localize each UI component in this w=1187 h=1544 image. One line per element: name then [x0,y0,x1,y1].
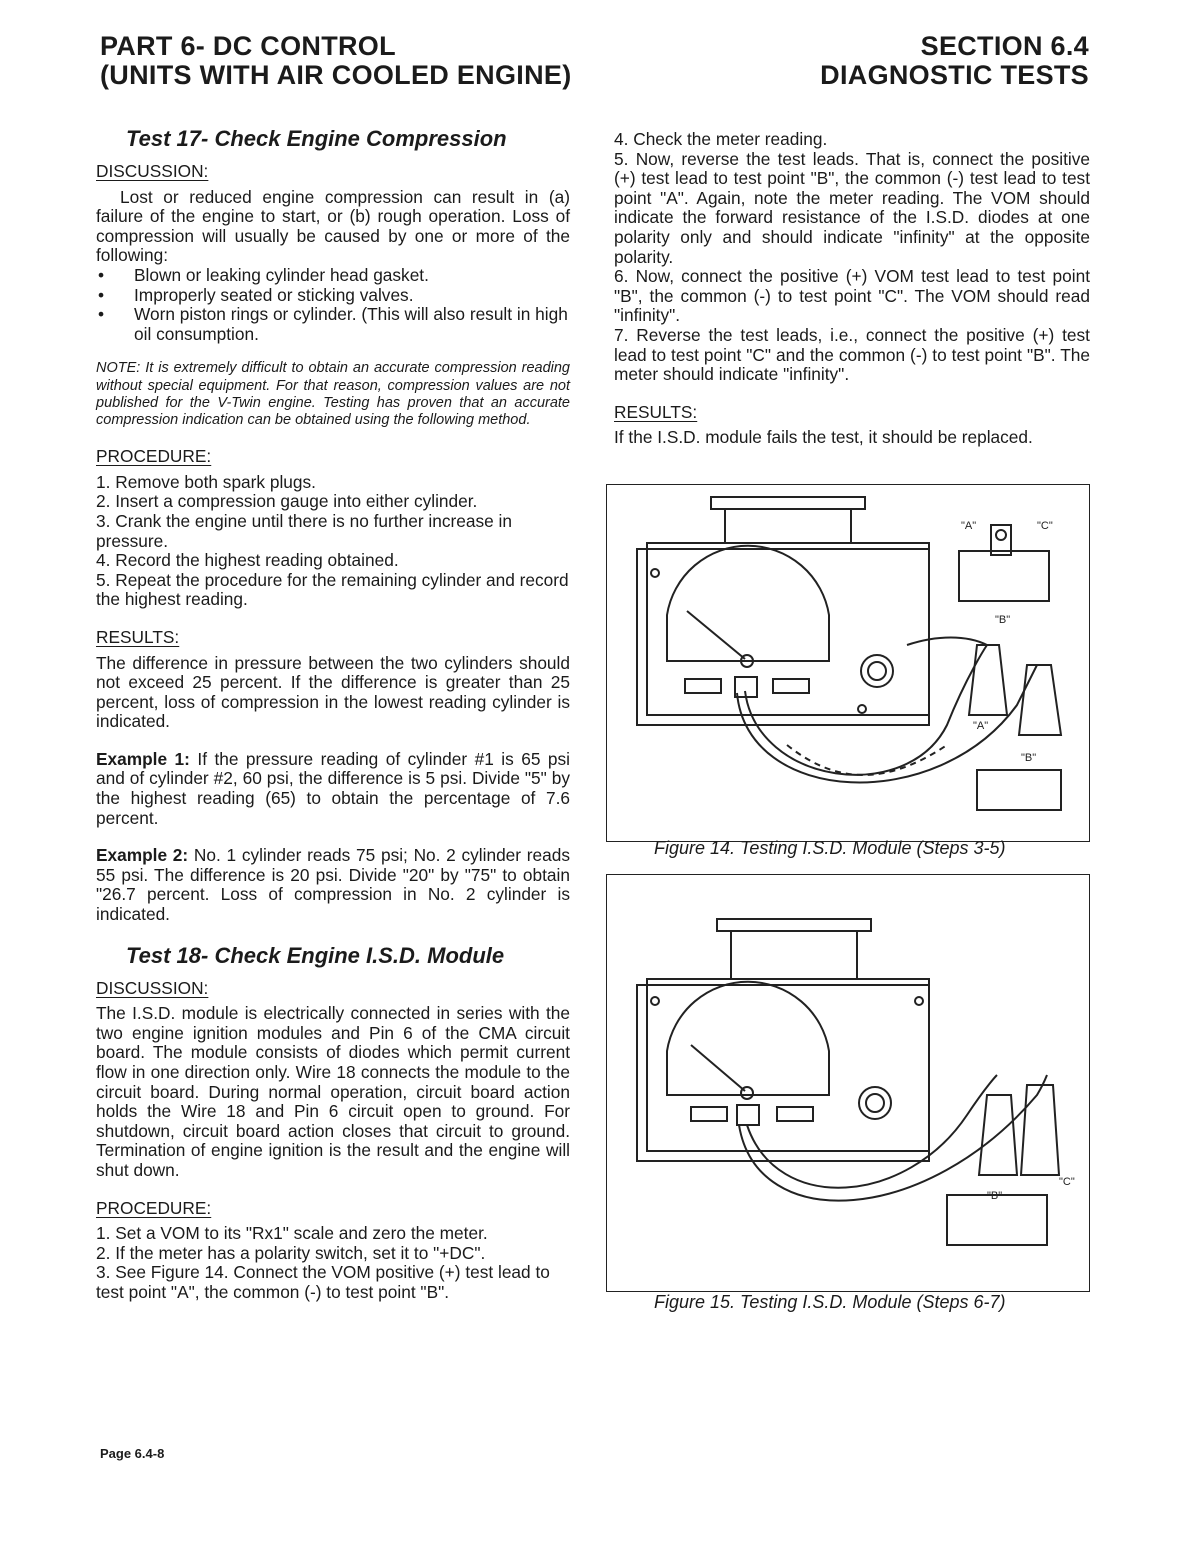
example-1 [96,750,570,828]
fig15-label-b: "B" [987,1190,1003,1202]
page-number: Page 6.4-8 [100,1446,165,1461]
fig14-label-a-probe: "A" [973,720,989,732]
procedure-step: 5. Repeat the procedure for the remaining cylinder and record the highest reading. [96,569,569,610]
test17-results-text: The difference in pressure between the two cylinders should not exceed 25 percent. If the difference is greater than 25 percent, loss of compression in the lowest reading cylinder is indicated. [96,652,570,732]
fig14-label-a: "A" [961,520,977,532]
test17-discussion-text: Lost or reduced engine compression can result in (a) failure of the engine to start, or (b) rough operation. Loss of compression will usually be caused by one or more of the following: [96,186,570,266]
example-2-text: No. 1 cylinder reads 75 psi; No. 2 cylinder reads 55 psi. The difference is 20 psi. Divide "20" by "75" to obtain "26.7 percent. Loss of compression in No. 2 cylinder is indicated. [96,845,570,925]
test18-procedure-label: PROCEDURE: [96,1197,212,1218]
bullet-item: • Worn piston rings or cylinder. (This will also result in high oil consumption. [96,305,570,344]
part-title-line2: (UNITS WITH AIR COOLED ENGINE) [100,60,572,90]
procedure-step: 7. Reverse the test leads, i.e., connect the positive (+) test lead to test point "C" and the common (-) to test point "B". The meter should indicate "infinity". [614,324,1090,385]
section-title-line1: SECTION 6.4 [920,31,1089,61]
test18-discussion-label: DISCUSSION: [96,977,209,998]
test17-title: Test 17- Check Engine Compression [126,126,507,151]
figure-15-illustration [607,875,1089,1291]
right-column [614,130,1090,448]
bullet-item: • Improperly seated or sticking valves. [96,286,570,306]
fig14-label-b-probe: "B" [1021,752,1037,764]
example-1-text: If the pressure reading of cylinder #1 is 65 psi and of cylinder #2, 60 psi, the difference is 5 psi. Divide "5" by the highest reading (65) to obtain the percentage of 7.6 percent. [96,748,571,828]
procedure-step: 2. Insert a compression gauge into either cylinder. [96,491,478,512]
test17-results-label: RESULTS: [96,626,180,647]
procedure-step: 3. Crank the engine until there is no further increase in pressure. [96,510,512,551]
example-2-label: Example 2: [96,845,189,866]
section-title [820,32,1089,90]
test17-bullet-list [96,266,570,344]
part-title [100,32,571,90]
test18-results-text: If the I.S.D. module fails the test, it should be replaced. [614,427,1033,448]
figure-15 [606,874,1090,1292]
left-column [96,126,570,1303]
test17-discussion-label: DISCUSSION: [96,161,209,181]
test18-title: Test 18- Check Engine I.S.D. Module [126,942,505,968]
procedure-step: 1. Set a VOM to its "Rx1" scale and zero the meter. [96,1223,488,1244]
example-2 [96,846,570,924]
bullet-item: • Blown or leaking cylinder head gasket. [96,266,570,286]
test18-procedure-list [96,1224,570,1302]
test18-procedure-continued [614,130,1090,385]
procedure-step: 5. Now, reverse the test leads. That is, connect the positive (+) test lead to test point "B", the common (-) test lead to test point "A". Again, note the meter reading. The VOM should indicate the forward resistance of the I.S.D. diodes at one polarity only and should indicate "infinity" at the opposite polarity. [614,148,1090,267]
procedure-step: 4. Check the meter reading. [614,129,828,149]
test17-procedure-label: PROCEDURE: [96,446,212,467]
test17-procedure-list [96,473,570,610]
figure-14-illustration [607,485,1089,841]
test18-results-label: RESULTS: [614,401,698,422]
fig15-label-c: "C" [1059,1176,1075,1188]
figure-14 [606,484,1090,842]
test18-discussion-text: The I.S.D. module is electrically connected in series with the two engine ignition modules and Pin 6 of the CMA circuit board. The module consists of diodes which permit current flow in one direction only. Wire 18 connects the module to the circuit board. During normal operation, circuit board action holds the Wire 18 and Pin 6 circuit open to ground. For shutdown, circuit board action closes that circuit to ground. Termination of engine ignition is the result and the engine will shut down. [96,1003,570,1180]
procedure-step: 1. Remove both spark plugs. [96,471,316,492]
figure-15-caption: Figure 15. Testing I.S.D. Module (Steps 6-7) [654,1292,1006,1312]
fig14-label-c: "C" [1037,520,1053,532]
part-title-line1: PART 6- DC CONTROL [100,31,396,61]
procedure-step: 6. Now, connect the positive (+) VOM test lead to test point "B", the common (-) to test point "C". The VOM should read "infinity". [614,266,1090,326]
example-1-label: Example 1: [96,748,190,769]
section-title-line2: DIAGNOSTIC TESTS [820,60,1089,90]
test17-note: NOTE: It is extremely difficult to obtain an accurate compression reading without special equipment. For that reason, compression values are not published for the V-Twin engine. Testing has proven that an accurate compression indication can be obtained using the following method. [96,360,570,428]
procedure-step: 3. See Figure 14. Connect the VOM positive (+) test lead to test point "A", the common (-) to test point "B". [96,1262,550,1302]
figure-14-caption: Figure 14. Testing I.S.D. Module (Steps 3-5) [654,838,1006,858]
procedure-step: 4. Record the highest reading obtained. [96,550,399,571]
procedure-step: 2. If the meter has a polarity switch, set it to "+DC". [96,1242,486,1263]
fig14-label-b-module: "B" [995,614,1011,626]
